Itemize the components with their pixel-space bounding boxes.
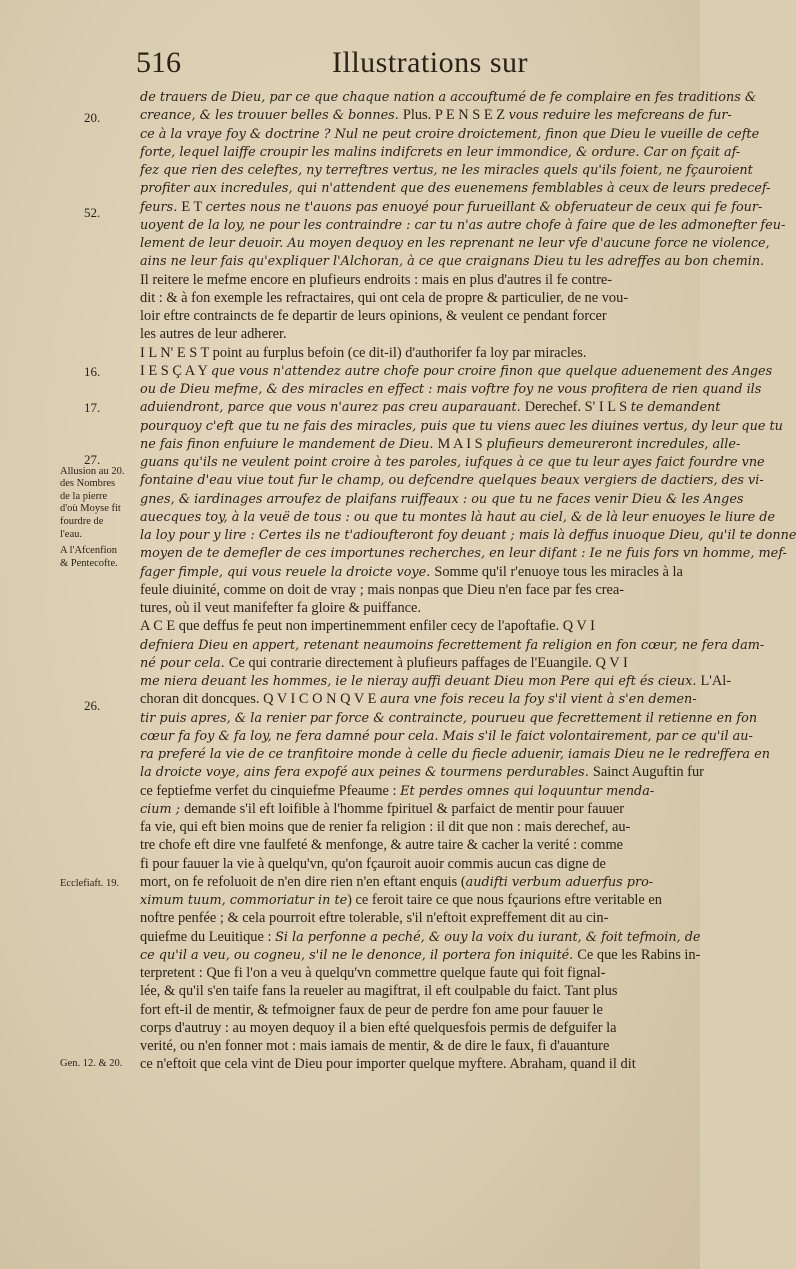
roman-text: dit : & à fon exemple les refractaires, qui ont cela de propre & particulier, de ne vou- (140, 289, 629, 306)
italic-text: ou de Dieu mefme, & des miracles en effect : mais voftre foy ne vous profitera de rien quand ils (140, 382, 762, 397)
italic-text: ximum tuum, commoriatur in te (140, 893, 348, 908)
italic-text: Et perdes omnes qui loquuntur menda- (400, 783, 655, 799)
roman-text: choran dit doncques. Q V I C O N Q V E (140, 691, 380, 708)
text-line (140, 216, 786, 234)
text-line (140, 289, 678, 307)
roman-text: Sainct Auguftin fur (592, 764, 704, 781)
running-title: Illustrations sur (332, 46, 528, 79)
roman-text: quiefme du Leuitique : (140, 928, 276, 945)
verse-reference: 16. (84, 364, 101, 379)
italic-text: ne fais finon enfuiure le mandement de Dieu. (140, 436, 438, 452)
italic-text: creance, & les trouuer belles & bonnes. (140, 108, 403, 124)
text-line (140, 563, 683, 581)
margin-note: d'où Moyse fit (60, 503, 121, 514)
italic-text: forte, lequel laiffe croupir les malins indifcrets en leur immondice, & ordure. Car on fçait af- (140, 144, 741, 160)
text-line (140, 709, 758, 727)
verse-reference: 27. (84, 452, 101, 467)
text-line (140, 234, 770, 252)
text-line (140, 800, 678, 818)
roman-text: Ce qui contrarie directement à plufieurs paffages de l'Euangile. Q V I (228, 654, 628, 671)
roman-text: P E N S E Z (434, 107, 509, 124)
text-line (140, 490, 744, 508)
italic-text: ce à la vraye foy & doctrine ? Nul ne peut croire droictement, finon que Dieu le vueille de cefte (140, 126, 760, 142)
italic-text: fontaine d'eau viue tout fur le champ, ou defcendre quelques beaux vergiers de dactiers, des vi- (140, 473, 764, 489)
verse-reference: 52. (84, 205, 101, 220)
text-line (140, 143, 741, 161)
roman-text: lée, & qu'il s'en taife fans la reueler au magiftrat, il eft coulpable du faict. Tant plus (140, 983, 618, 1000)
text-line (140, 617, 678, 635)
text-line (140, 1001, 678, 1019)
italic-text: fez que rien des celeftes, ny terreftres vertus, ne les miracles quels qu'ils foient, ne fçauroient (140, 163, 753, 178)
text-line (140, 362, 773, 380)
text-line (140, 672, 732, 690)
text-line (140, 417, 783, 435)
italic-text: plufieurs demeureront incredules, alle- (486, 436, 741, 452)
text-line (140, 526, 796, 544)
text-line (140, 928, 701, 946)
roman-text: Plus. (402, 107, 435, 124)
text-line (140, 654, 678, 672)
text-line (140, 471, 764, 489)
italic-text: me niera deuant les hommes, ie le nieray auffi deuant Dieu mon Pere qui eft és cieux. (140, 674, 701, 689)
text-line (140, 873, 678, 891)
italic-text: Si la perfonne a peché, & ouy la voix du iurant, & foit tefmoin, de (275, 929, 701, 945)
italic-text: gnes, & iardinages arroufez de plaifans ruiffeaux : ou que tu ne faces venir Dieu & les Anges (140, 491, 744, 507)
text-line (140, 161, 753, 179)
text-line (140, 544, 787, 562)
margin-note: Gen. 12. & 20. (60, 1058, 123, 1069)
text-line (140, 198, 763, 216)
italic-text: lement de leur deuoir. Au moyen dequoy en les reprenant ne leur vfe d'aucune force ne violence, (140, 236, 770, 251)
text-line (140, 782, 678, 800)
italic-text: tir puis apres, & la renier par force & contraincte, pourueu que fecrettement il retienne en fon (140, 710, 758, 726)
roman-text: loir eftre contraincts de fe departir de leurs opinions, & veulent ce pendant forcer (140, 308, 607, 324)
italic-text: né pour cela. (140, 655, 229, 671)
body-text (140, 88, 796, 1074)
text-line (140, 508, 776, 526)
verse-reference: 17. (84, 400, 101, 415)
margin-note: fourdre de (60, 516, 104, 527)
text-line (140, 125, 760, 143)
roman-text: ) ce feroit taire ce que nous fçaurions eftre veritable en (347, 892, 662, 908)
text-line (140, 252, 765, 270)
text-line (140, 344, 678, 362)
italic-text: ains ne leur fais qu'expliquer l'Alchoran, à ce que craignans Dieu tu les adreffes au bon chemin. (140, 254, 765, 270)
text-line (140, 727, 753, 745)
italic-text: vous reduire les mefcreans de fur- (508, 108, 732, 124)
italic-text: cium ; (140, 801, 185, 817)
italic-text: que vous n'attendez autre chofe pour croire finon que quelque aduenement des Anges (210, 363, 773, 379)
running-head (136, 46, 656, 86)
italic-text: moyen de te demefler de ces importunes recherches, en leur difant : Ie ne fuis fors vn homme, mef- (140, 546, 787, 562)
italic-text: guans qu'ils ne veulent point croire à tes paroles, iufques à ce que tu leur ayes faict fourdre vne (140, 455, 765, 470)
italic-text: fager fimple, qui vous reuele la droicte voye. (140, 564, 435, 580)
roman-text: verité, ou n'en fonner mot : mais iamais de mentir, & de dire le faux, fi d'auanture (140, 1038, 610, 1054)
margin-note: Allusion au 20. (60, 466, 125, 477)
margin-note: Ecclefiaft. 19. (60, 878, 120, 889)
roman-text: L'Al- (700, 673, 732, 689)
roman-text: tures, où il veut manifefter fa gloire & puiffance. (140, 600, 422, 616)
italic-text: de trauers de Dieu, par ce que chaque nation a accouftumé de fe complaire en fes traditions & (140, 90, 757, 105)
text-line (140, 1055, 678, 1073)
text-line (140, 690, 697, 708)
roman-text: fi pour fauuer la vie à quelqu'vn, qu'on fçauroit auoir commis aucun cas digne de (140, 855, 606, 872)
italic-text: audifti verbum aduerfus pro- (465, 874, 654, 890)
italic-text: la droicte voye, ains fera expofé aux peines & tourmens perdurables. (140, 765, 593, 781)
text-line (140, 836, 678, 854)
text-line (140, 982, 678, 1000)
roman-text: Derechef. S' I L S (524, 399, 631, 416)
text-line (140, 891, 678, 909)
roman-text: tre chofe eft dire vne faulfeté & menfonge, & autre taire & cacher la verité : comme (140, 837, 624, 854)
roman-text: M A I S (437, 435, 487, 452)
italic-text: certes nous ne t'auons pas enuoyé pour furueillant & obferuateur de ceux qui fe four- (205, 199, 763, 215)
text-line (140, 636, 765, 654)
margin-note: A l'Afcenfion (60, 545, 118, 556)
text-line (140, 398, 721, 416)
roman-text: demande s'il eft loifible à l'homme fpirituel & parfaict de mentir pour fauuer (184, 800, 625, 817)
italic-text: la loy pour y lire : Certes ils ne t'adioufteront foy deuant ; mais là deffus inuoque Dieu, qu'il te donne (140, 528, 796, 543)
italic-text: defniera Dieu en appert, retenant neaumoins fecrettement fa religion en fon cœur, ne fera dam- (140, 637, 765, 653)
roman-text: ce n'eftoit que cela vint de Dieu pour importer quelque myftere. Abraham, quand il dit (140, 1056, 636, 1073)
text-line (140, 179, 771, 197)
roman-text: feule diuinité, comme on doit de vray ; mais nonpas que Dieu n'en face par fes crea- (140, 581, 625, 598)
italic-text: ce qu'il a veu, ou cogneu, s'il ne le denonce, il portera fon iniquité. (140, 947, 578, 963)
roman-text: Ce que les Rabins in- (577, 946, 701, 963)
roman-text: A C E que deffus fe peut non impertinemment enfiler cecy de l'apoftafie. Q V I (140, 618, 595, 635)
text-line (140, 435, 741, 453)
margin-note: de la pierre (60, 491, 108, 502)
text-line (140, 453, 765, 471)
text-line (140, 818, 678, 836)
text-line (140, 745, 770, 763)
roman-text: noftre penfée ; & cela pourroit eftre tolerable, s'il n'eftoit expreffement dit au cin- (140, 910, 609, 927)
roman-text: les autres de leur adherer. (140, 326, 287, 343)
verse-reference: 20. (84, 110, 101, 125)
roman-text: fort eft-il de mentir, & tefmoigner faux de peur de perdre fon ame pour fauuer le (140, 1001, 603, 1018)
roman-text: Il reitere le mefme encore en plufieurs endroits : mais en plus d'autres il fe contre- (140, 271, 613, 288)
roman-text: terpretent : Que fi l'on a veu à quelqu'vn commettre quelque faute qui foit fignal- (140, 965, 606, 981)
italic-text: ra preferé la vie de ce tranfitoire monde à celle du fiecle aduenir, iamais Dieu ne le redreffera en (140, 747, 770, 762)
text-line (140, 964, 678, 982)
italic-text: cœur fa foy & fa loy, ne fera damné pour cela. Mais s'il le faict volontairement, par ce qu'il au- (140, 728, 753, 744)
italic-text: profiter aux incredules, qui n'attendent que des euenemens femblables à ceux de leurs predecef- (140, 181, 771, 197)
text-line (140, 106, 732, 124)
text-line (140, 909, 678, 927)
text-line (140, 1019, 678, 1037)
page-number: 516 (136, 46, 181, 79)
italic-text: auecques toy, à la veuë de tous : ou que tu montes là haut au ciel, & de là leur enuoyes le liure de (140, 509, 776, 525)
text-line (140, 325, 678, 343)
italic-text: aura vne fois receu la foy s'il vient à s'en demen- (379, 692, 697, 708)
roman-text: I L N' E S T point au furplus befoin (ce dit-il) d'authorifer fa loy par miracles. (140, 344, 587, 361)
text-line (140, 1037, 678, 1055)
roman-text: ce feptiefme verfet du cinquiefme Pfeaume : (140, 782, 401, 799)
text-line (140, 380, 762, 398)
roman-text: E T (181, 198, 206, 215)
roman-text: Somme qu'il r'enuoye tous les miracles à la (434, 563, 683, 580)
text-line (140, 946, 701, 964)
text-line (140, 855, 678, 873)
italic-text: aduiendront, parce que vous n'aurez pas creu auparauant. (140, 400, 525, 416)
margin-note: & Pentecofte. (60, 558, 118, 569)
text-line (140, 599, 678, 617)
roman-text: corps d'autruy : au moyen dequoy il a bien efté quelquesfois permis de defguifer la (140, 1019, 617, 1036)
italic-text: pourquoy c'eft que tu ne fais des miracles, puis que tu viens auec les diuines vertus, dy leur que tu (140, 418, 783, 434)
margin-note: l'eau. (60, 529, 83, 540)
roman-text: fa vie, qui eft bien moins que de renier fa religion : il dit que non : mais derechef, au- (140, 819, 631, 835)
text-line (140, 271, 678, 289)
roman-text: I E S Ç A Y (140, 362, 211, 379)
text-line (140, 763, 704, 781)
verse-reference: 26. (84, 698, 101, 713)
italic-text: uoyent de la loy, ne pour les contraindre : car tu n'as autre chofe à faire que de les admonefter feu- (140, 217, 786, 233)
margin-note: des Nombres (60, 478, 116, 489)
text-line (140, 581, 678, 599)
italic-text: feurs. (140, 199, 182, 215)
text-line (140, 307, 678, 325)
italic-text: te demandent (630, 400, 721, 416)
roman-text: mort, on fe refoluoit de n'en dire rien n'en eftant enquis ( (140, 873, 466, 890)
text-line (140, 88, 757, 106)
